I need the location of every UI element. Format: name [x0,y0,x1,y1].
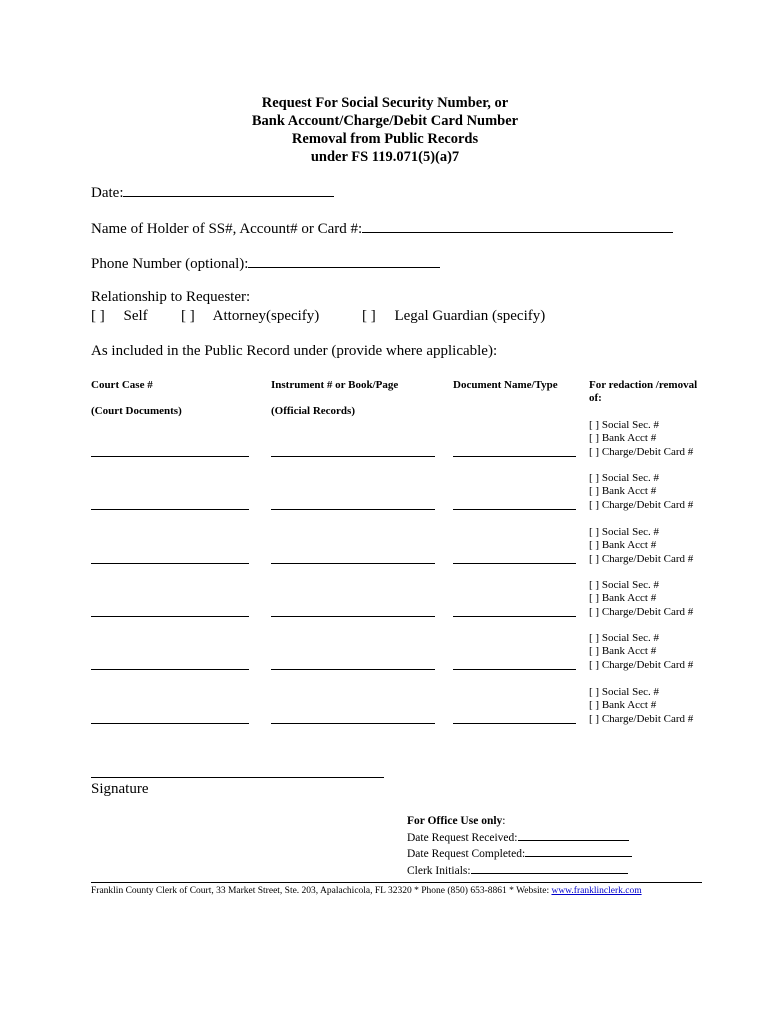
clerk-initials-field [407,862,632,879]
office-use-section [407,815,632,878]
social-sec-checkbox[interactable]: [ ] Social Sec. # [589,579,659,591]
instrument-input-row-4[interactable] [271,616,435,617]
phone-field [91,253,440,273]
redaction-options-row-5 [589,632,693,672]
instrument-input-row-1[interactable] [271,456,435,457]
footer [91,886,642,896]
court-case-input-row-3[interactable] [91,563,249,564]
form-title-line-1: Request For Social Security Number, or [261,95,509,111]
court-case-input-row-2[interactable] [91,509,249,510]
office-use-heading-text: For Office Use only [407,815,503,827]
social-sec-checkbox[interactable]: [ ] Social Sec. # [589,419,659,431]
form-title-line-2: Bank Account/Charge/Debit Card Number [251,113,519,129]
instrument-input-row-6[interactable] [271,723,435,724]
date-completed-input-line[interactable] [525,845,632,857]
footer-address: Franklin County Clerk of Court, 33 Market Street, Ste. 203, Apalachicola, FL 32320 * Phone (850) 653-8861 * Website: [91,886,552,896]
charge-debit-card-checkbox[interactable]: [ ] Charge/Debit Card # [589,712,694,725]
office-use-heading-colon: : [502,815,506,827]
bank-acct-checkbox[interactable]: [ ] Bank Acct # [589,432,657,445]
clerk-initials-label: Clerk Initials: [407,864,471,877]
date-received-input-line[interactable] [518,829,629,841]
document-name-input-row-2[interactable] [453,509,576,510]
clerk-initials-input-line[interactable] [471,862,628,874]
phone-input-line[interactable] [248,253,440,268]
charge-debit-card-checkbox[interactable]: [ ] Charge/Debit Card # [589,605,694,618]
date-completed-field [407,845,632,862]
form-title-line-4: under FS 119.071(5)(a)7 [310,149,460,165]
redaction-options-row-3 [589,526,693,566]
footer-divider [91,882,702,883]
holder-name-field [91,218,673,238]
date-label: Date: [91,185,124,201]
phone-label: Phone Number (optional): [91,256,249,272]
relationship-attorney-checkbox[interactable]: [ ] Attorney(specify) [181,308,320,324]
document-name-input-row-6[interactable] [453,723,576,724]
bank-acct-checkbox[interactable]: [ ] Bank Acct # [589,539,657,552]
holder-name-label: Name of Holder of SS#, Account# or Card #: [91,221,363,237]
bank-acct-checkbox[interactable]: [ ] Bank Acct # [589,592,657,605]
court-case-input-row-1[interactable] [91,456,249,457]
document-name-input-row-1[interactable] [453,456,576,457]
court-case-header: Court Case # [91,379,153,391]
document-name-input-row-5[interactable] [453,669,576,670]
public-record-intro: As included in the Public Record under (provide where applicable): [91,343,498,359]
form-title-line-3: Removal from Public Records [291,131,479,147]
court-documents-subheader: (Court Documents) [91,405,182,417]
bank-acct-checkbox[interactable]: [ ] Bank Acct # [589,645,657,658]
bank-acct-checkbox[interactable]: [ ] Bank Acct # [589,699,657,712]
holder-name-input-line[interactable] [362,218,673,233]
document-name-input-row-3[interactable] [453,563,576,564]
redaction-options-row-6 [589,686,693,726]
redaction-options-row-1 [589,419,693,459]
website-link[interactable]: www.franklinclerk.com [551,886,642,896]
office-use-heading [407,815,632,829]
relationship-self-checkbox[interactable]: [ ] Self [91,308,148,324]
charge-debit-card-checkbox[interactable]: [ ] Charge/Debit Card # [589,552,694,565]
charge-debit-card-checkbox[interactable]: [ ] Charge/Debit Card # [589,445,694,458]
relationship-guardian-checkbox[interactable]: [ ] Legal Guardian (specify) [362,308,546,324]
document-name-input-row-4[interactable] [453,616,576,617]
date-input-line[interactable] [123,182,334,197]
charge-debit-card-checkbox[interactable]: [ ] Charge/Debit Card # [589,658,694,671]
social-sec-checkbox[interactable]: [ ] Social Sec. # [589,526,659,538]
date-received-label: Date Request Received: [407,831,518,844]
signature-line[interactable] [91,777,384,778]
redaction-options-row-4 [589,579,693,619]
date-completed-label: Date Request Completed: [407,848,526,860]
date-field [91,182,334,202]
redaction-header-line-2: of: [589,392,602,404]
relationship-label: Relationship to Requester: [91,289,251,305]
instrument-input-row-5[interactable] [271,669,435,670]
social-sec-checkbox[interactable]: [ ] Social Sec. # [589,472,659,484]
redaction-header-line-1: For redaction /removal [589,379,698,391]
social-sec-checkbox[interactable]: [ ] Social Sec. # [589,632,659,644]
date-received-field [407,829,632,846]
court-case-input-row-5[interactable] [91,669,249,670]
charge-debit-card-checkbox[interactable]: [ ] Charge/Debit Card # [589,498,694,511]
instrument-input-row-3[interactable] [271,563,435,564]
court-case-input-row-6[interactable] [91,723,249,724]
social-sec-checkbox[interactable]: [ ] Social Sec. # [589,686,659,698]
document-name-header: Document Name/Type [453,379,558,391]
redaction-options-row-2 [589,472,693,512]
official-records-subheader: (Official Records) [271,405,355,417]
bank-acct-checkbox[interactable]: [ ] Bank Acct # [589,485,657,498]
signature-label: Signature [91,781,149,797]
court-case-input-row-4[interactable] [91,616,249,617]
instrument-input-row-2[interactable] [271,509,435,510]
instrument-header: Instrument # or Book/Page [271,379,399,391]
